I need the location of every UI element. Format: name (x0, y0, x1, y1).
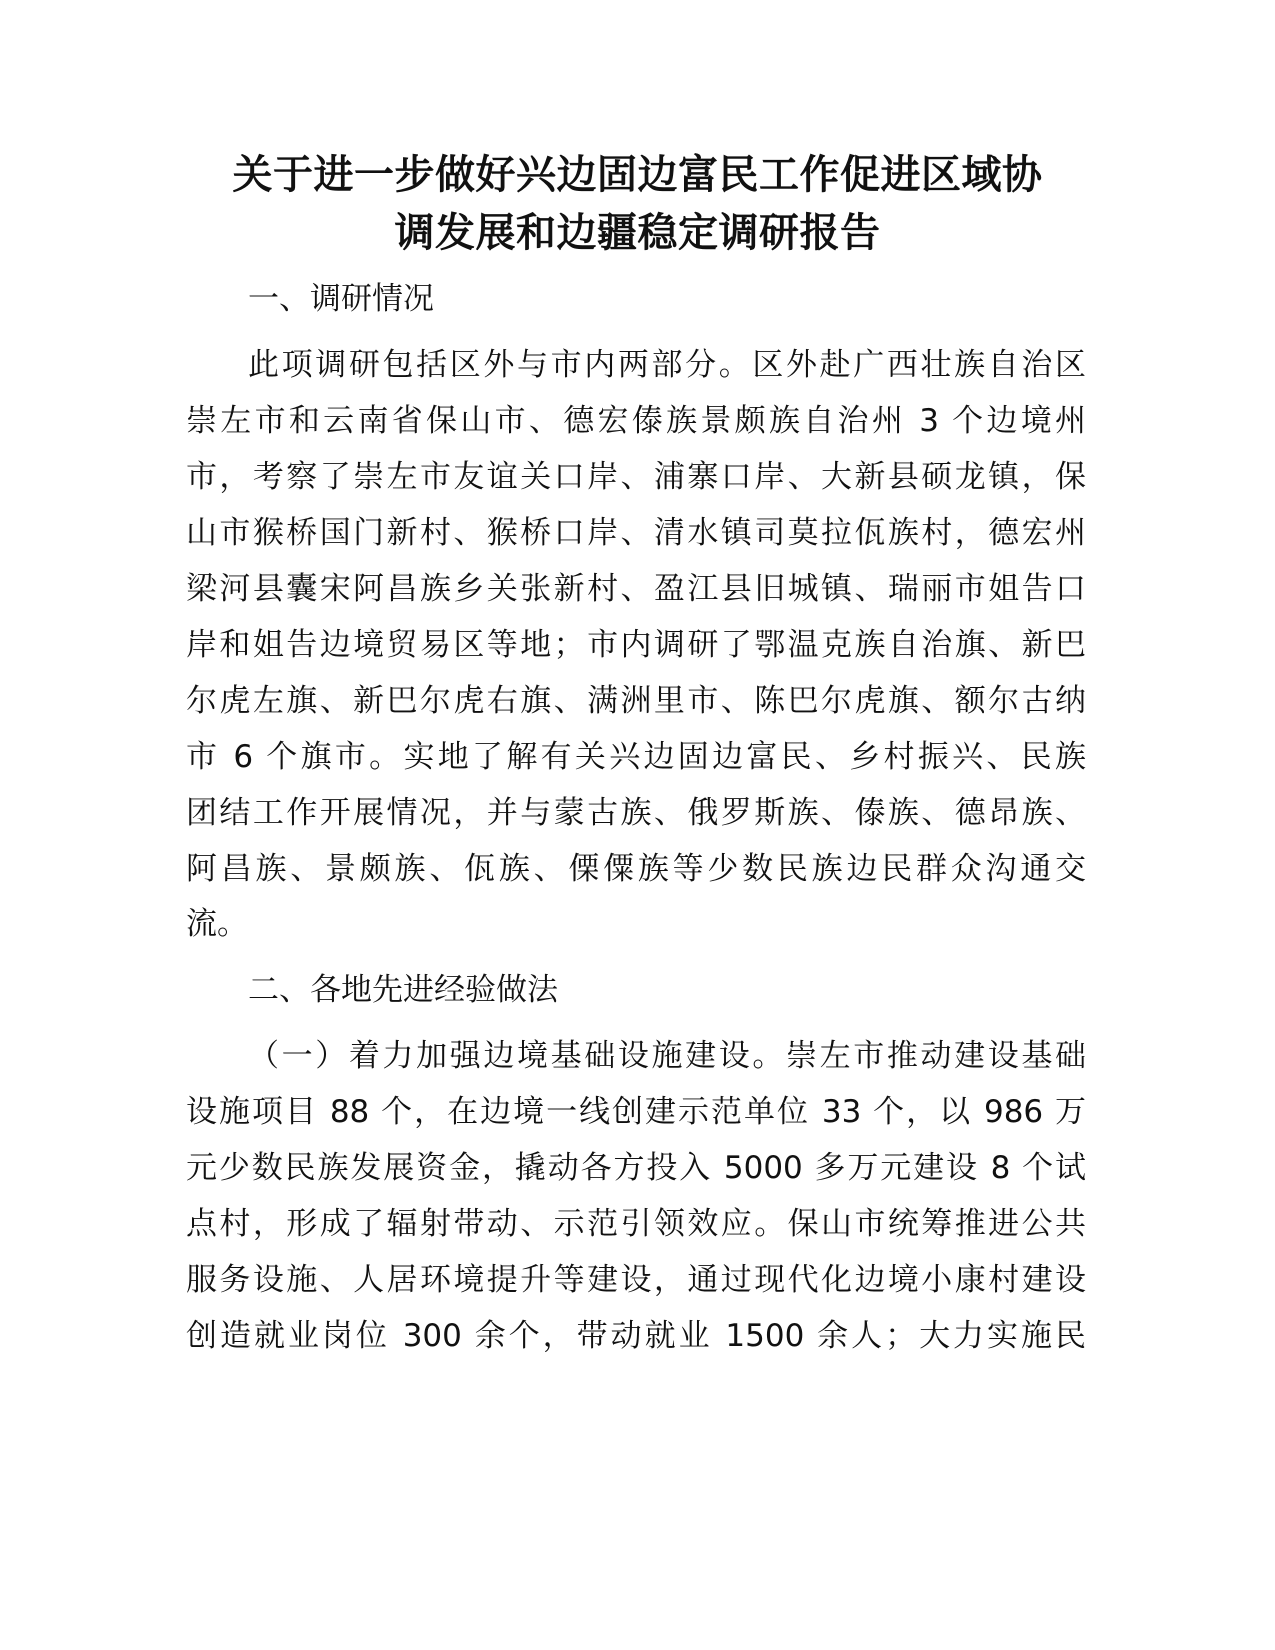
paragraph-line: 元少数民族发展资金，撬动各方投入 5000 多万元建设 8 个试 (186, 1150, 1086, 1186)
document-title (170, 146, 1105, 262)
paragraph-line: 此项调研包括区外与市内两部分。区外赴广西壮族自治区 (248, 347, 1086, 383)
paragraph-line: 岸和姐告边境贸易区等地；市内调研了鄂温克族自治旗、新巴 (186, 627, 1086, 663)
paragraph-line: 创造就业岗位 300 余个，带动就业 1500 余人；大力实施民 (186, 1318, 1086, 1354)
paragraph-line: 市 6 个旗市。实地了解有关兴边固边富民、乡村振兴、民族 (186, 739, 1086, 775)
paragraph-line: 设施项目 88 个，在边境一线创建示范单位 33 个，以 986 万 (186, 1094, 1086, 1130)
paragraph-line: 团结工作开展情况，并与蒙古族、俄罗斯族、傣族、德昂族、 (186, 795, 1086, 831)
section-heading-2: 二、各地先进经验做法 (248, 972, 558, 1008)
paragraph-line: 梁河县囊宋阿昌族乡关张新村、盈江县旧城镇、瑞丽市姐告口 (186, 571, 1086, 607)
paragraph-line: 服务设施、人居环境提升等建设，通过现代化边境小康村建设 (186, 1262, 1086, 1298)
paragraph-line: 市，考察了崇左市友谊关口岸、浦寨口岸、大新县硕龙镇，保 (186, 459, 1086, 495)
paragraph-line: 点村，形成了辐射带动、示范引领效应。保山市统筹推进公共 (186, 1206, 1086, 1242)
section-heading-1: 一、调研情况 (248, 281, 434, 317)
paragraph-line: （一）着力加强边境基础设施建设。崇左市推动建设基础 (248, 1038, 1086, 1074)
paragraph-line: 流。 (186, 906, 248, 942)
paragraph-line: 阿昌族、景颇族、佤族、傈僳族等少数民族边民群众沟通交 (186, 851, 1086, 887)
title-line-1: 关于进一步做好兴边固边富民工作促进区域协 (232, 152, 1043, 198)
paragraph-line: 崇左市和云南省保山市、德宏傣族景颇族自治州 3 个边境州 (186, 403, 1086, 439)
title-line-2: 调发展和边疆稳定调研报告 (394, 210, 881, 256)
paragraph-line: 山市猴桥国门新村、猴桥口岸、清水镇司莫拉佤族村，德宏州 (186, 515, 1086, 551)
paragraph-line: 尔虎左旗、新巴尔虎右旗、满洲里市、陈巴尔虎旗、额尔古纳 (186, 683, 1086, 719)
